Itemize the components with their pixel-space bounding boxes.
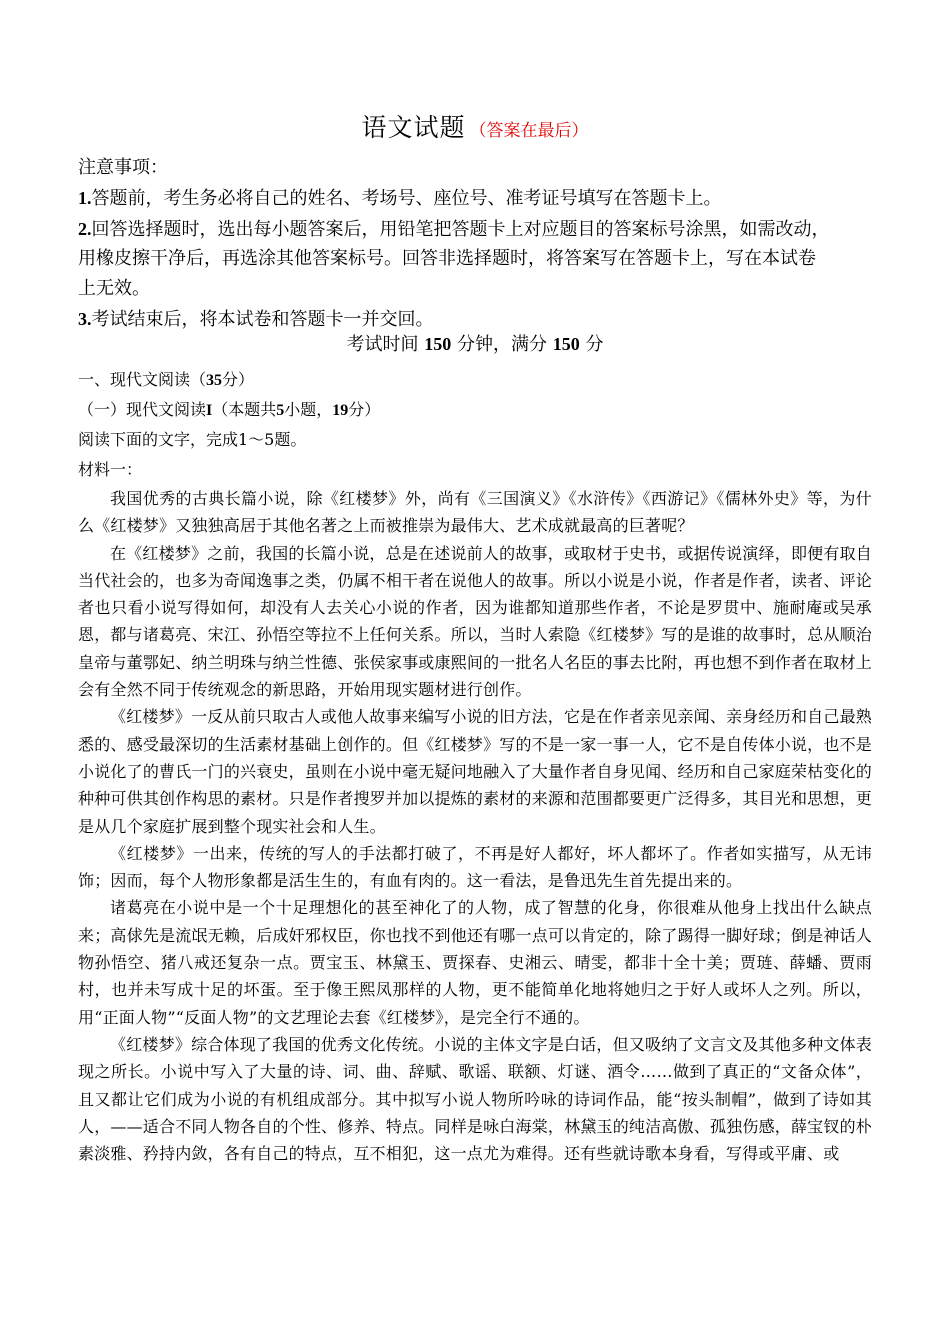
notice-item-2-text-a: 回答选择题时，选出每小题答案后，用铅笔把答题卡上对应题目的答案标号涂黑，如需改动， [91,219,830,240]
subsection-mid: （本题共 [212,400,277,419]
notice-item-2-line-3: 上无效。 [78,278,150,299]
reading-instruction: 阅读下面的文字，完成1～5题。 [78,430,307,449]
time-suffix: 分 [585,334,604,355]
material-label: 材料一： [78,460,143,479]
section-heading [78,364,254,397]
time-minutes: 150 [424,334,452,354]
title-text: 语文试题 [361,113,466,142]
passage-body [78,485,872,1167]
section-heading-score: 35 [206,372,223,389]
subsection-heading [78,394,380,427]
notice-item-1 [78,182,722,215]
passage-paragraph: 《红楼梦》综合体现了我国的优秀文化传统。小说的主体文字是白话，但又吸纳了文言文及其他多种文体表现之所长。小说中写入了大量的诗、词、曲、辞赋、歌谣、联额、灯谜、酒令……做到了真正的“文备众体”，且又都让它们成为小说的有机组成部分。其中拟写小说人物所吟咏的诗词作品，能“按头制帽”，做到了诗如其人，——适合不同人物各自的个性、修养、特点。同样是咏白海棠，林黛玉的纯洁高傲、孤独伤感，薛宝钗的朴素淡雅、矜持内敛，各有自己的特点，互不相犯，这一点尤为难得。还有些就诗歌本身看，写得或平庸、或 [78,1034,872,1164]
section-heading-post: 分） [222,370,255,389]
notice-item-1-num: 1. [78,188,92,208]
notice-item-2-num: 2. [78,219,92,239]
passage-paragraph: 诸葛亮在小说中是一个十足理想化的甚至神化了的人物，成了智慧的化身，你很难从他身上找出什么缺点来；高俅先是流氓无赖，后成奸邪权臣，你也找不到他还有哪一点可以肯定的，除了踢得一脚好球；倒是神话人物孙悟空、猪八戒还复杂一点。贾宝玉、林黛玉、贾探春、史湘云、晴雯，都非十全十美；贾琏、薛蟠、贾雨村，也并未写成十足的坏蛋。至于像王熙凤那样的人物，更不能简单化地将她归之于好人或坏人之列。所以，用“正面人物”“反面人物”的文艺理论去套《红楼梦》，是完全行不通的。 [78,898,872,1027]
notice-item-1-text: 答题前，考生务必将自己的姓名、考场号、座位号、准考证号填写在答题卡上。 [91,188,722,209]
passage-paragraph: 我国优秀的古典长篇小说，除《红楼梦》外，尚有《三国演义》《水浒传》《西游记》《儒林外史》等，为什么《红楼梦》又独独高居于其他名著之上而被推崇为最伟大、艺术成就最高的巨著呢？ [78,489,872,536]
passage-paragraph: 《红楼梦》一出来，传统的写人的手法都打破了，不再是好人都好，坏人都坏了。作者如实描写，从无讳饰；因而，每个人物形象都是活生生的，有血有肉的。这一看法，是鲁迅先生首先提出来的。 [78,843,872,891]
subsection-pre: （一）现代文阅读 [78,400,207,419]
time-score: 150 [552,334,580,354]
time-mid: 分钟，满分 [457,334,547,355]
subsection-count: 5 [276,402,285,419]
exam-title [0,108,950,144]
notice-item-3-num: 3. [78,309,92,329]
notice-item-3-text: 考试结束后，将本试卷和答题卡一并交回。 [91,309,434,330]
passage-paragraph: 《红楼梦》一反从前只取古人或他人故事来编写小说的旧方法，它是在作者亲见亲闻、亲身经历和自己最熟悉的、感受最深切的生活素材基础上创作的。但《红楼梦》写的不是一家一事一人，它不是自传体小说，也不是小说化了的曹氏一门的兴衰史，虽则在小说中毫无疑问地融入了大量作者自身见闻、经历和自己家庭荣枯变化的种种可供其创作构思的素材。只是作者搜罗并加以提炼的素材的来源和范围都要更广泛得多，其目光和思想，更是从几个家庭扩展到整个现实社会和人生。 [78,707,872,836]
notice-item-2-line-2: 用橡皮擦干净后，再选涂其他答案标号。回答非选择题时，将答案写在答题卡上，写在本试卷 [78,248,816,269]
notice-heading: 注意事项： [78,157,168,178]
subsection-score: 19 [332,402,349,419]
section-heading-pre: 一、现代文阅读（ [78,370,207,389]
answer-note: （答案在最后） [469,121,589,141]
time-prefix: 考试时间 [346,334,419,355]
exam-time-line [0,330,950,356]
subsection-mid2: 小题， [284,400,333,419]
notice-item-2-line-1 [78,213,830,246]
passage-paragraph: 在《红楼梦》之前，我国的长篇小说，总是在述说前人的故事，或取材于史书，或据传说演绎，即便有取自当代社会的，也多为奇闻逸事之类，仍属不相干者在说他人的故事。所以小说是小说，作者是作者，读者、评论者也只看小说写得如何，却没有人去关心小说的作者，因为谁都知道那些作者，不论是罗贯中、施耐庵或吴承恩，都与诸葛亮、宋江、孙悟空等拉不上任何关系。所以，当时人索隐《红楼梦》写的是谁的故事时，总从顺治皇帝与董鄂妃、纳兰明珠与纳兰性德、张侯家事或康熙间的一批名人名臣的事去比附，再也想不到作者在取材上会有全然不同于传统观念的新思路，开始用现实题材进行创作。 [78,543,872,700]
subsection-roman: I [206,402,213,419]
subsection-post: 分） [348,400,381,419]
